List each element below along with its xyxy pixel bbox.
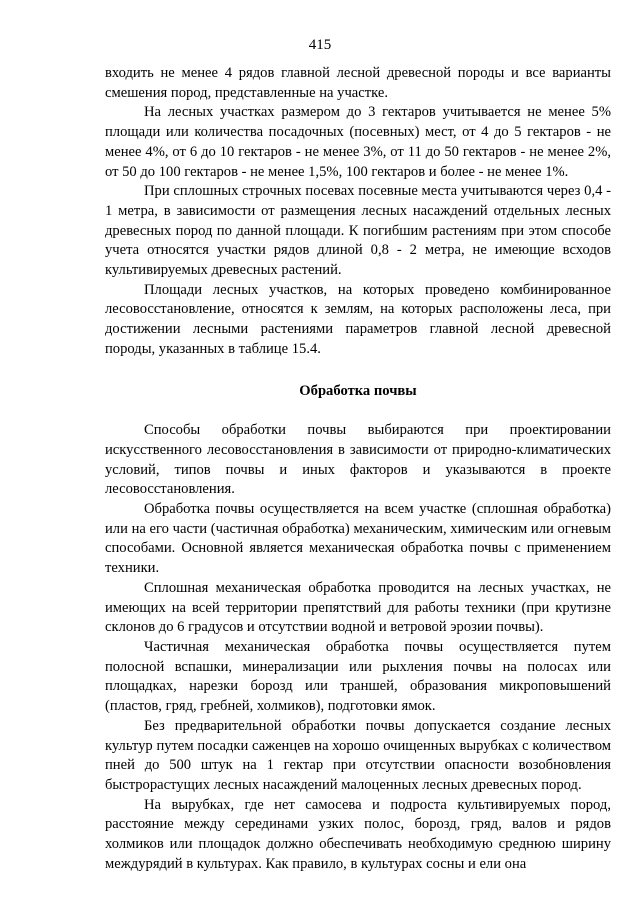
paragraph-partial-treatment: Частичная механическая обработка почвы осуществляется путем полосной вспашки, минерализации или рыхления почвы на полосах или площадках, нарезки борозд или траншей, образования микроповышений (пластов, гряд, гребней, холмиков), подготовки ямок. xyxy=(105,638,611,715)
paragraph-row-spacing: На вырубках, где нет самосева и подроста культивируемых пород, расстояние между серединами узких полос, борозд, гряд, валов и рядов холмиков или площадок должно обеспечивать необходимую среднюю ширину междурядий в культурах. Как правило, в культурах сосны и ели она xyxy=(105,796,611,872)
paragraph-no-pretreatment: Без предварительной обработки почвы допускается создание лесных культур путем посадки саженцев на хорошо очищенных вырубках с количеством пней до 500 штук на 1 гектар при отсутствии опасности возобновления быстрорастущих лесных насаждений малоценных лесных древесных пород. xyxy=(105,717,611,793)
paragraph-soil-methods: Способы обработки почвы выбираются при проектировании искусственного лесовосстановления в зависимости от природно-климатических условий, типов почвы и иных факторов и указываются в проекте лесовосстановления. xyxy=(105,422,611,498)
paragraph-row-sowing: При сплошных строчных посевах посевные места учитываются через 0,4 - 1 метра, в зависимости от размещения лесных насаждений отдельных лесных древесных пород по данной площади. К погибшим растениям при этом способе учета относятся участки рядов длиной 0,8 - 2 метра, не имеющие всходов культивируемых древесных растений. xyxy=(105,183,611,279)
section-title: Обработка почвы xyxy=(299,382,417,399)
paragraph-combined-reforestation: Площади лесных участков, на которых проведено комбинированное лесовосстановление, относятся к землям, на которых расположены леса, при достижении лесными растениями параметров главной лесной древесной породы, указанных в таблице 15.4. xyxy=(105,281,611,357)
page-number: 415 xyxy=(308,37,332,53)
page-body xyxy=(105,64,611,874)
paragraph-accounting-percentages: На лесных участках размером до 3 гектаров учитывается не менее 5% площади или количества посадочных (посевных) мест, от 4 до 5 гектаров - не менее 4%, от 6 до 10 гектаров - не менее 3%, от 11 до 50 гектаров - не менее 2%, от 50 до 100 гектаров - не менее 1,5%, 100 гектаров и более - не менее 1%. xyxy=(105,104,611,180)
paragraph-soil-treatment-types: Обработка почвы осуществляется на всем участке (сплошная обработка) или на его части (частичная обработка) механическим, химическим или огневым способами. Основной является механическая обработка почвы с применением техники. xyxy=(105,501,611,577)
paragraph-continuation: входить не менее 4 рядов главной лесной древесной породы и все варианты смешения пород, представленные на участке. xyxy=(105,65,611,101)
paragraph-continuous-treatment: Сплошная механическая обработка проводится на лесных участках, не имеющих на всей территории препятствий для работы техники (при крутизне склонов до 6 градусов и отсутствии водной и ветровой эрозии почвы). xyxy=(105,579,611,636)
